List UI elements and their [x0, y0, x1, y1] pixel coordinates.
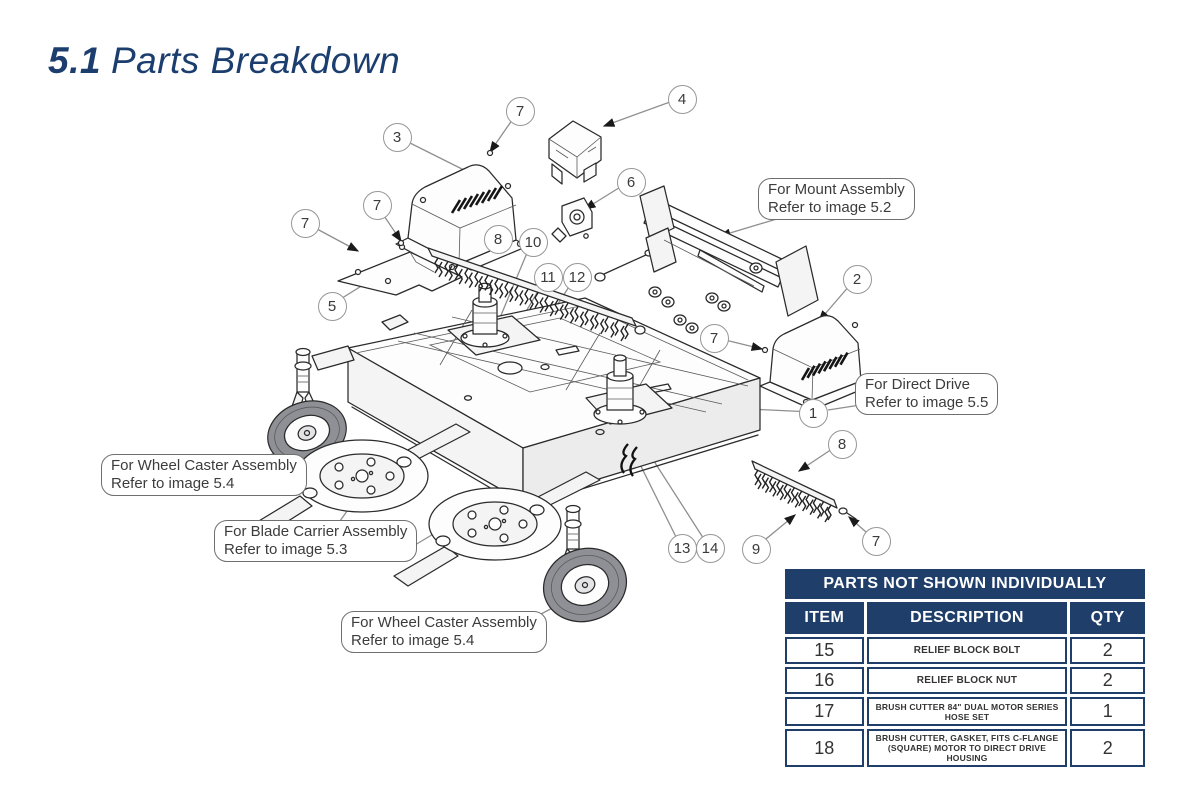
ref-label-line1: For Blade Carrier Assembly: [224, 523, 408, 540]
valve-part-6: [552, 198, 592, 242]
parts-table-title: PARTS NOT SHOWN INDIVIDUALLY: [785, 569, 1145, 599]
callout-7: 7: [506, 97, 535, 126]
callout-11: 11: [534, 263, 563, 292]
ref-label-line1: For Wheel Caster Assembly: [111, 457, 297, 474]
callout-13: 13: [668, 534, 697, 563]
ref-label-line1: For Wheel Caster Assembly: [351, 614, 537, 631]
callout-1: 1: [799, 399, 828, 428]
callout-14: 14: [696, 534, 725, 563]
callout-7: 7: [363, 191, 392, 220]
callout-8: 8: [828, 430, 857, 459]
item-description: BRUSH CUTTER, GASKET, FITS C-FLANGE (SQUARE) MOTOR TO DIRECT DRIVE HOUSING: [867, 729, 1068, 767]
chain-guard-lower: [752, 461, 856, 522]
col-header-description: DESCRIPTION: [867, 602, 1068, 634]
parts-table: [782, 566, 1148, 770]
ref-label-mount-assembly: [758, 178, 915, 220]
callout-2: 2: [843, 265, 872, 294]
item-qty: 1: [1070, 697, 1145, 726]
ref-label-wheel-caster-2: [341, 611, 547, 653]
table-row: [785, 697, 1145, 726]
cover-small: [760, 316, 870, 406]
callout-7: 7: [291, 209, 320, 238]
callout-8: 8: [484, 225, 513, 254]
table-row: [785, 729, 1145, 767]
item-description: BRUSH CUTTER 84" DUAL MOTOR SERIES HOSE SET: [867, 697, 1068, 726]
callout-10: 10: [519, 228, 548, 257]
ref-label-line1: For Mount Assembly: [768, 181, 905, 198]
item-number: 16: [785, 667, 864, 694]
callout-5: 5: [318, 292, 347, 321]
col-header-qty: QTY: [1070, 602, 1145, 634]
ref-label-line2: Refer to image 5.4: [351, 631, 475, 649]
ref-label-blade-carrier: [214, 520, 417, 562]
col-header-item: ITEM: [785, 602, 864, 634]
callout-3: 3: [383, 123, 412, 152]
item-qty: 2: [1070, 637, 1145, 664]
callout-7: 7: [700, 324, 729, 353]
callout-4: 4: [668, 85, 697, 114]
callout-9: 9: [742, 535, 771, 564]
callout-7: 7: [862, 527, 891, 556]
item-description: RELIEF BLOCK NUT: [867, 667, 1068, 694]
item-description: RELIEF BLOCK BOLT: [867, 637, 1068, 664]
table-row: [785, 637, 1145, 664]
item-number: 17: [785, 697, 864, 726]
ref-label-line2: Refer to image 5.3: [224, 540, 348, 558]
callout-12: 12: [563, 263, 592, 292]
ref-label-line1: For Direct Drive: [865, 376, 971, 393]
bracket-part-4: [549, 121, 601, 184]
section-number: 5.1: [48, 40, 101, 81]
ref-label-wheel-caster-1: [101, 454, 307, 496]
ref-label-line2: Refer to image 5.2: [768, 198, 892, 216]
ref-label-line2: Refer to image 5.4: [111, 474, 235, 492]
item-qty: 2: [1070, 667, 1145, 694]
ref-label-line2: Refer to image 5.5: [865, 393, 989, 411]
section-title: Parts Breakdown: [110, 40, 401, 81]
table-row: [785, 667, 1145, 694]
item-number: 15: [785, 637, 864, 664]
item-qty: 2: [1070, 729, 1145, 767]
callout-6: 6: [617, 168, 646, 197]
ref-label-direct-drive: [855, 373, 998, 415]
item-number: 18: [785, 729, 864, 767]
